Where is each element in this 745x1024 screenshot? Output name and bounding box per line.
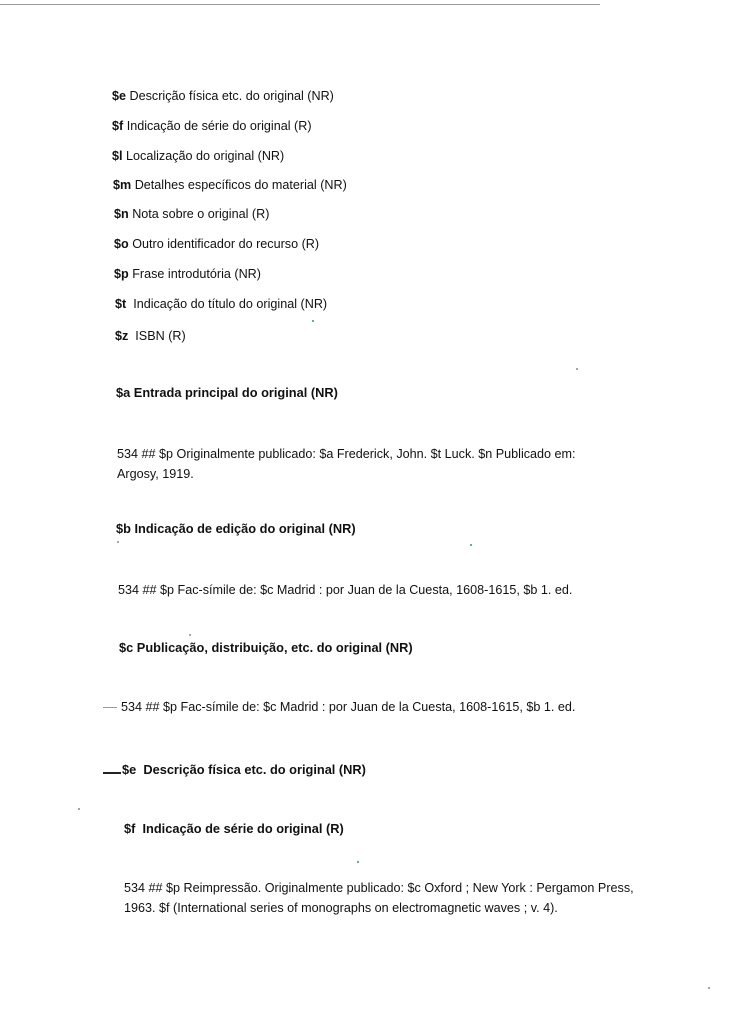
subfield-item (112, 148, 284, 165)
scan-speck (78, 808, 80, 810)
subfield-desc: Descrição física etc. do original (NR) (126, 89, 334, 103)
scan-speck (708, 987, 710, 989)
subfield-item (115, 328, 186, 345)
subfield-desc: Localização do original (NR) (122, 149, 285, 163)
subfield-code: $t (115, 297, 127, 311)
subfield-code: $z (115, 329, 129, 343)
subfield-desc: ISBN (R) (128, 329, 186, 343)
subfield-item (112, 118, 312, 135)
section-heading: $b Indicação de edição do original (NR) (116, 521, 356, 536)
subfield-desc: Outro identificador do recurso (R) (128, 237, 320, 251)
subfield-item (115, 296, 327, 313)
top-edge-rule (0, 4, 600, 5)
subfield-item (114, 206, 269, 223)
subfield-code: $p (114, 267, 129, 281)
section-heading: $c Publicação, distribuição, etc. do original (NR) (119, 640, 413, 655)
subfield-item (113, 177, 347, 194)
section-example: 534 ## $p Originalmente publicado: $a Frederick, John. $t Luck. $n Publicado em: Argosy, 1919. (117, 447, 576, 481)
subfield-desc: Detalhes específicos do material (NR) (131, 178, 347, 192)
subfield-code: $e (112, 89, 127, 103)
scan-speck (576, 368, 578, 370)
section-example: 534 ## $p Fac-símile de: $c Madrid : por Juan de la Cuesta, 1608-1615, $b 1. ed. (118, 583, 573, 597)
subfield-desc: Nota sobre o original (R) (128, 207, 270, 221)
section-heading: $f Indicação de série do original (R) (124, 821, 344, 836)
subfield-item (114, 266, 261, 283)
section-example: 534 ## $p Reimpressão. Originalmente publicado: $c Oxford ; New York : Pergamon Press, 1963. $f (International series of monographs on electromagnetic waves ; v. 4). (124, 881, 634, 915)
scan-speck (117, 541, 119, 543)
scan-speck (189, 634, 191, 636)
subfield-item (112, 88, 334, 105)
subfield-code: $l (112, 149, 123, 163)
scan-mark (103, 707, 117, 708)
subfield-code: $n (114, 207, 129, 221)
subfield-item (114, 236, 319, 253)
scan-speck (470, 544, 472, 546)
subfield-code: $f (112, 119, 124, 133)
section-example: 534 ## $p Fac-símile de: $c Madrid : por Juan de la Cuesta, 1608-1615, $b 1. ed. (121, 700, 576, 714)
scan-speck (357, 861, 359, 863)
scan-mark (103, 772, 121, 774)
subfield-code: $m (113, 178, 132, 192)
section-heading: $e Descrição física etc. do original (NR) (122, 762, 366, 777)
subfield-desc: Indicação de série do original (R) (123, 119, 312, 133)
subfield-desc: Indicação do título do original (NR) (126, 297, 328, 311)
section-heading: $a Entrada principal do original (NR) (116, 385, 338, 400)
subfield-code: $o (114, 237, 129, 251)
subfield-desc: Frase introdutória (NR) (128, 267, 261, 281)
scan-speck (312, 320, 314, 322)
